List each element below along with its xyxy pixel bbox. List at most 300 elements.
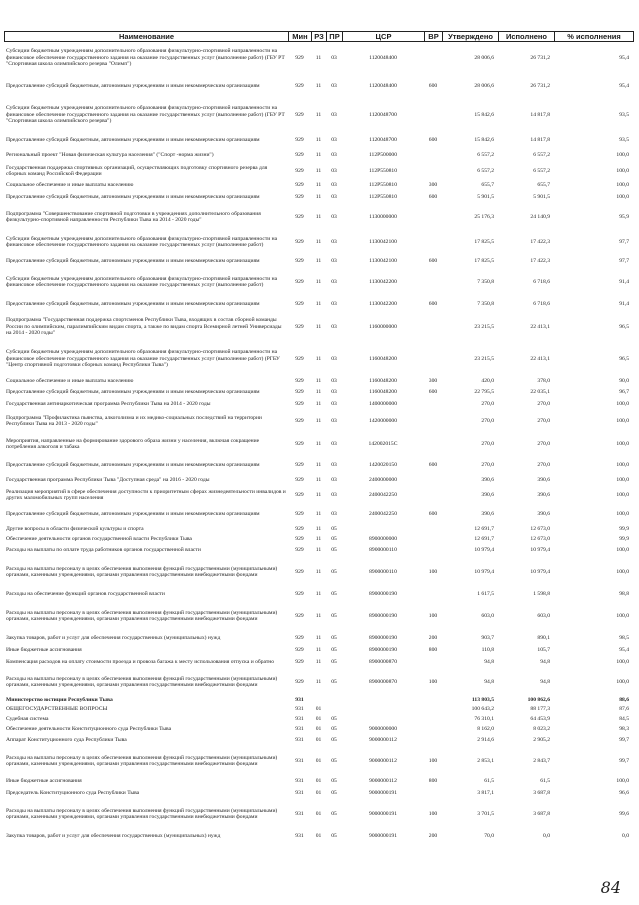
row-executed: 12 673,0 bbox=[530, 525, 550, 532]
row-section: 11 bbox=[315, 535, 322, 542]
row-expense-type: 600 bbox=[428, 83, 438, 90]
row-expense-type: 100 bbox=[428, 612, 438, 619]
row-subsection: 03 bbox=[331, 238, 337, 245]
row-approved: 390,6 bbox=[481, 510, 494, 517]
row-executed: 378,0 bbox=[537, 377, 550, 384]
row-approved: 17 825,5 bbox=[474, 257, 494, 264]
row-approved: 270,0 bbox=[481, 461, 494, 468]
row-executed: 100 862,6 bbox=[527, 696, 550, 703]
row-target-article: 8900000190 bbox=[369, 634, 397, 641]
table-row bbox=[4, 254, 633, 268]
row-target-article: 9000000191 bbox=[369, 832, 397, 839]
row-percent: 97,7 bbox=[619, 257, 629, 264]
row-subsection: 03 bbox=[331, 136, 337, 143]
table-row bbox=[4, 587, 633, 601]
row-percent: 100,0 bbox=[616, 678, 629, 685]
row-ministry: 931 bbox=[295, 715, 304, 722]
row-executed: 26 731,2 bbox=[530, 54, 550, 61]
row-section: 11 bbox=[315, 491, 322, 498]
row-percent: 84,5 bbox=[619, 715, 629, 722]
row-subsection: 03 bbox=[331, 151, 337, 158]
row-expense-type: 300 bbox=[428, 181, 438, 188]
row-executed: 270,0 bbox=[537, 400, 550, 407]
row-percent: 95,4 bbox=[619, 83, 629, 90]
row-percent: 95,4 bbox=[619, 54, 629, 61]
row-subsection: 03 bbox=[331, 491, 337, 498]
table-row bbox=[4, 775, 633, 787]
row-target-article bbox=[342, 524, 424, 534]
row-name: Расходы на выплаты персоналу в целях обеспечения выполнения функций государственными (муниципальными) органами, казенными учреждениями, органами управления государственными внебюджетными фондами bbox=[6, 754, 278, 767]
row-percent: 98,8 bbox=[619, 590, 629, 597]
header-cell: Утверждено bbox=[443, 32, 499, 42]
row-name: Другие вопросы в области физической культуры и спорта bbox=[6, 525, 144, 532]
row-ministry: 929 bbox=[295, 278, 304, 285]
table-row bbox=[4, 799, 633, 829]
table-row bbox=[4, 504, 633, 524]
row-target-article: 9000000000 bbox=[369, 725, 397, 732]
row-subsection: 03 bbox=[331, 417, 337, 424]
row-section: 11 bbox=[315, 476, 322, 483]
row-section: 01 bbox=[315, 757, 322, 764]
row-target-article: 9000000112 bbox=[369, 737, 397, 744]
row-name: Социальное обеспечение и иные выплаты населению bbox=[6, 181, 134, 188]
row-executed: 10 979,4 bbox=[530, 547, 550, 554]
row-name: Расходы на выплаты персоналу в целях обеспечения выполнения функций государственными (муниципальными) органами, казенными учреждениями, органами управления государственными внебюджетными фондами bbox=[6, 807, 278, 820]
row-target-article: 112P550810 bbox=[368, 193, 398, 200]
row-name: Реализация мероприятий в сфере обеспечения доступности к приоритетным сферах жизнедеятельности инвалидов и других маломобильных групп населения bbox=[6, 488, 286, 501]
row-expense-type: 200 bbox=[428, 634, 438, 641]
row-percent: 90,0 bbox=[619, 377, 629, 384]
row-name: Расходы на выплаты по оплате труда работников органов государственной власти bbox=[6, 547, 201, 554]
table-row bbox=[4, 645, 633, 655]
row-approved: 25 176,3 bbox=[474, 213, 494, 220]
row-target-article: 8900000190 bbox=[369, 646, 397, 653]
row-target-article: 1160048200 bbox=[369, 388, 397, 395]
row-target-article bbox=[342, 705, 424, 714]
row-ministry: 929 bbox=[295, 136, 304, 143]
row-expense-type bbox=[424, 587, 442, 601]
row-approved: 3 817,1 bbox=[477, 789, 494, 796]
row-executed: 390,6 bbox=[537, 510, 550, 517]
row-approved: 23 215,5 bbox=[474, 355, 494, 362]
row-executed: 8 023,2 bbox=[533, 725, 550, 732]
table-row bbox=[4, 432, 633, 456]
row-section: 11 bbox=[315, 388, 322, 395]
row-executed: 270,0 bbox=[537, 417, 550, 424]
table-row bbox=[4, 41, 633, 75]
row-percent: 100,0 bbox=[616, 658, 629, 665]
row-expense-type: 600 bbox=[428, 136, 438, 143]
row-expense-type bbox=[424, 41, 442, 75]
row-approved: 655,7 bbox=[481, 181, 494, 188]
row-expense-type: 600 bbox=[428, 510, 438, 517]
row-executed: 88 177,3 bbox=[530, 706, 550, 713]
row-subsection: 05 bbox=[331, 832, 337, 839]
row-section: 11 bbox=[315, 181, 322, 188]
row-name: Субсидии бюджетным учреждениям дополнительного образования физкультурно-спортивной направленности на финансовое обеспечение государственного задания на оказание государственных услуг (выполнение работ) (ГБУ РТ "Спортивная школа олимпийского резерва") bbox=[6, 105, 285, 125]
row-name: Закупка товаров, работ и услуг для обеспечения государственных (муниципальных) нужд bbox=[6, 832, 221, 839]
row-executed: 10 979,4 bbox=[530, 568, 550, 575]
row-expense-type bbox=[424, 474, 442, 486]
table-row bbox=[4, 342, 633, 376]
row-section: 11 bbox=[315, 111, 322, 118]
row-expense-type bbox=[424, 342, 442, 376]
table-row bbox=[4, 230, 633, 254]
row-name: Мероприятия, направленные на формирование здорового образа жизни у населения, включая сокращение потребления алкоголя и табака bbox=[6, 437, 260, 450]
row-subsection: 05 bbox=[331, 590, 337, 597]
row-percent: 100,0 bbox=[616, 461, 629, 468]
row-expense-type bbox=[424, 534, 442, 544]
row-subsection: 03 bbox=[331, 355, 337, 362]
row-expense-type bbox=[424, 98, 442, 132]
row-section: 11 bbox=[315, 612, 322, 619]
row-approved: 22 795,5 bbox=[474, 388, 494, 395]
row-ministry: 929 bbox=[295, 461, 304, 468]
row-target-article: 1160048200 bbox=[369, 355, 397, 362]
header-cell: Наименование bbox=[5, 32, 289, 42]
row-percent: 96,5 bbox=[619, 323, 629, 330]
row-ministry: 929 bbox=[295, 634, 304, 641]
table-row bbox=[4, 787, 633, 799]
row-subsection: 05 bbox=[331, 715, 337, 722]
row-approved: 15 842,6 bbox=[474, 136, 494, 143]
row-approved: 94,8 bbox=[484, 658, 494, 665]
table-row bbox=[4, 474, 633, 486]
row-expense-type bbox=[424, 148, 442, 162]
row-executed: 24 140,9 bbox=[530, 213, 550, 220]
row-expense-type: 200 bbox=[428, 832, 438, 839]
table-row bbox=[4, 601, 633, 631]
table-row bbox=[4, 655, 633, 669]
row-target-article: 1420020150 bbox=[369, 461, 397, 468]
row-approved: 270,0 bbox=[481, 440, 494, 447]
table-row bbox=[4, 714, 633, 724]
row-approved: 6 557,2 bbox=[477, 151, 494, 158]
table-row bbox=[4, 534, 633, 544]
row-target-article: 1120048400 bbox=[369, 54, 397, 61]
row-percent: 91,4 bbox=[619, 278, 629, 285]
row-ministry: 931 bbox=[295, 737, 304, 744]
row-expense-type bbox=[424, 705, 442, 714]
row-name: Аппарат Конституционного суда Республики Тыва bbox=[6, 737, 127, 744]
row-percent: 95,4 bbox=[619, 646, 629, 653]
row-percent: 93,5 bbox=[619, 136, 629, 143]
row-name: Подпрограмма "Государственная поддержка спортсменов Республики Тыва, входящих в состав сборной команды России по олимпийским, паралимпийским видам спорта, а также по видам спорта Всемирной летней Универсиады на 2014 - 2020 годы" bbox=[6, 317, 282, 337]
row-section: 01 bbox=[315, 777, 322, 784]
row-expense-type bbox=[424, 204, 442, 230]
row-name: Субсидии бюджетным учреждениям дополнительного образования физкультурно-спортивной направленности на финансовое обеспечение государственного задания на оказание государственных услуг (выполнение работ) bbox=[6, 275, 278, 288]
row-ministry: 929 bbox=[295, 181, 304, 188]
row-executed: 390,6 bbox=[537, 476, 550, 483]
row-executed: 2 843,7 bbox=[533, 757, 550, 764]
row-name: Предоставление субсидий бюджетным, автономным учреждениям и иным некоммерческим организациям bbox=[6, 257, 260, 264]
row-percent: 99,6 bbox=[619, 810, 629, 817]
row-approved: 390,6 bbox=[481, 476, 494, 483]
row-ministry: 931 bbox=[295, 725, 304, 732]
table-row bbox=[4, 695, 633, 705]
row-approved: 270,0 bbox=[481, 400, 494, 407]
row-subsection: 05 bbox=[331, 678, 337, 685]
row-subsection: 03 bbox=[331, 510, 337, 517]
row-approved: 8 162,0 bbox=[477, 725, 494, 732]
row-executed: 5 901,5 bbox=[533, 193, 550, 200]
row-name: ОБЩЕГОСУДАРСТВЕННЫЕ ВОПРОСЫ bbox=[6, 706, 108, 713]
row-name: Предоставление субсидий бюджетным, автономным учреждениям и иным некоммерческим организациям bbox=[6, 300, 260, 307]
row-target-article: 112P500000 bbox=[368, 151, 398, 158]
table-row bbox=[4, 268, 633, 296]
row-percent: 100,0 bbox=[616, 777, 629, 784]
table-row bbox=[4, 312, 633, 342]
row-ministry: 929 bbox=[295, 167, 304, 174]
row-approved: 12 691,7 bbox=[474, 535, 494, 542]
row-approved: 390,6 bbox=[481, 491, 494, 498]
row-executed: 12 673,0 bbox=[530, 535, 550, 542]
row-section: 11 bbox=[315, 278, 322, 285]
row-subsection: 03 bbox=[331, 377, 337, 384]
row-section: 11 bbox=[315, 323, 322, 330]
row-section: 11 bbox=[315, 193, 322, 200]
row-section: 11 bbox=[315, 547, 322, 554]
row-ministry: 929 bbox=[295, 547, 304, 554]
row-target-article: 1400000000 bbox=[369, 400, 397, 407]
row-approved: 17 825,5 bbox=[474, 238, 494, 245]
row-ministry: 929 bbox=[295, 355, 304, 362]
row-target-article: 9000000191 bbox=[369, 810, 397, 817]
row-expense-type bbox=[424, 432, 442, 456]
header-cell: Исполнено bbox=[499, 32, 555, 42]
row-expense-type bbox=[424, 724, 442, 734]
row-approved: 10 979,4 bbox=[474, 568, 494, 575]
row-expense-type bbox=[424, 162, 442, 180]
row-percent: 99,9 bbox=[619, 525, 629, 532]
row-executed: 390,6 bbox=[537, 491, 550, 498]
row-name: Расходы на обеспечение функций органов государственной власти bbox=[6, 590, 165, 597]
row-executed: 22 413,1 bbox=[530, 323, 550, 330]
row-section: 11 bbox=[315, 54, 322, 61]
row-section: 01 bbox=[315, 737, 322, 744]
row-name: Подпрограмма "Совершенствование спортивной подготовки в учреждениях дополнительного образования физкультурно-спортивной направленности Республики Тыва на 2014 - 2020 годы" bbox=[6, 210, 261, 223]
row-executed: 6 718,6 bbox=[533, 278, 550, 285]
row-subsection: 03 bbox=[331, 461, 337, 468]
row-percent: 100,0 bbox=[616, 440, 629, 447]
row-target-article bbox=[342, 714, 424, 724]
row-name: Предоставление субсидий бюджетным, автономным учреждениям и иным некоммерческим организациям bbox=[6, 461, 260, 468]
row-target-article: 8900000110 bbox=[369, 547, 397, 554]
row-ministry: 929 bbox=[295, 568, 304, 575]
row-subsection: 03 bbox=[331, 323, 337, 330]
row-section: 11 bbox=[315, 658, 322, 665]
header-cell: ЦСР bbox=[343, 32, 425, 42]
row-target-article: 9000000112 bbox=[369, 757, 397, 764]
row-ministry: 929 bbox=[295, 525, 304, 532]
row-section: 01 bbox=[315, 832, 322, 839]
row-approved: 5 901,5 bbox=[477, 193, 494, 200]
table-row bbox=[4, 557, 633, 587]
table-row bbox=[4, 631, 633, 645]
row-approved: 2 853,1 bbox=[477, 757, 494, 764]
row-executed: 0,0 bbox=[543, 832, 550, 839]
row-percent: 98,3 bbox=[619, 725, 629, 732]
row-percent: 100,0 bbox=[616, 167, 629, 174]
row-expense-type bbox=[424, 714, 442, 724]
row-subsection: 03 bbox=[331, 440, 337, 447]
row-ministry: 929 bbox=[295, 590, 304, 597]
row-name: Субсидии бюджетным учреждениям дополнительного образования физкультурно-спортивной направленности на финансовое обеспечение государственного задания на оказание государственных услуг (выполнение работ) (ГБУ РТ "Спортивная школа олимпийского резерва "Олимп") bbox=[6, 48, 285, 68]
row-ministry: 929 bbox=[295, 510, 304, 517]
row-expense-type bbox=[424, 486, 442, 504]
row-expense-type bbox=[424, 312, 442, 342]
row-approved: 270,0 bbox=[481, 417, 494, 424]
row-ministry: 929 bbox=[295, 400, 304, 407]
row-subsection: 05 bbox=[331, 547, 337, 554]
row-target-article: 1130042200 bbox=[369, 278, 397, 285]
row-name: Предоставление субсидий бюджетным, автономным учреждениям и иным некоммерческим организациям bbox=[6, 510, 260, 517]
row-expense-type bbox=[424, 787, 442, 799]
row-ministry: 931 bbox=[295, 757, 304, 764]
row-target-article: 9000000191 bbox=[369, 789, 397, 796]
row-approved: 113 803,5 bbox=[471, 696, 494, 703]
row-name: Иные бюджетные ассигнования bbox=[6, 646, 82, 653]
table-row bbox=[4, 190, 633, 204]
row-percent: 100,0 bbox=[616, 612, 629, 619]
row-subsection: 03 bbox=[331, 54, 337, 61]
row-section: 11 bbox=[315, 377, 322, 384]
table-row bbox=[4, 705, 633, 714]
row-expense-type: 100 bbox=[428, 568, 438, 575]
row-name: Предоставление субсидий бюджетным, автономным учреждениям и иным некоммерческим организациям bbox=[6, 388, 260, 395]
row-subsection: 05 bbox=[331, 525, 337, 532]
row-target-article bbox=[342, 695, 424, 705]
row-percent: 97,7 bbox=[619, 238, 629, 245]
row-executed: 2 905,2 bbox=[533, 737, 550, 744]
table-row bbox=[4, 296, 633, 312]
row-subsection bbox=[326, 705, 342, 714]
row-name: Субсидии бюджетным учреждениям дополнительного образования физкультурно-спортивной направленности на финансовое обеспечение государственного задания на оказание государственных услуг (выполнение работ) (РГБУ "Центр спортивной подготовки сборных команд Республики Тыва") bbox=[6, 349, 280, 369]
row-percent: 96,7 bbox=[619, 388, 629, 395]
table-row bbox=[4, 75, 633, 98]
row-subsection: 03 bbox=[331, 213, 337, 220]
row-approved: 76 310,1 bbox=[474, 715, 494, 722]
row-approved: 420,0 bbox=[481, 377, 494, 384]
row-executed: 14 817,8 bbox=[530, 111, 550, 118]
row-ministry: 929 bbox=[295, 257, 304, 264]
row-percent: 87,6 bbox=[619, 706, 629, 713]
row-name: Государственная поддержка спортивных организаций, осуществляющих подготовку спортивного резерва для сборных команд Российской Федерации bbox=[6, 164, 268, 177]
row-target-article: 8900000000 bbox=[369, 535, 397, 542]
row-target-article: 112P550810 bbox=[368, 167, 398, 174]
row-name: Расходы на выплаты персоналу в целях обеспечения выполнения функций государственными (муниципальными) органами, казенными учреждениями, органами управления государственными внебюджетными фондами bbox=[6, 675, 278, 688]
row-target-article: 8900000190 bbox=[369, 612, 397, 619]
row-approved: 7 350,8 bbox=[477, 278, 494, 285]
row-target-article: 8900000110 bbox=[369, 568, 397, 575]
table-row bbox=[4, 829, 633, 843]
row-ministry: 929 bbox=[295, 491, 304, 498]
row-ministry: 931 bbox=[295, 777, 304, 784]
row-name: Обеспечение деятельности органов государственной власти Республики Тыва bbox=[6, 535, 192, 542]
row-section: 11 bbox=[315, 590, 322, 597]
budget-table bbox=[4, 41, 633, 843]
row-target-article: 2400042250 bbox=[369, 491, 397, 498]
row-expense-type: 600 bbox=[428, 257, 438, 264]
row-expense-type: 100 bbox=[428, 678, 438, 685]
row-expense-type: 100 bbox=[428, 810, 438, 817]
row-executed: 6 557,2 bbox=[533, 167, 550, 174]
row-section: 11 bbox=[315, 400, 322, 407]
row-ministry: 929 bbox=[295, 417, 304, 424]
row-section: 11 bbox=[315, 417, 322, 424]
row-subsection: 05 bbox=[331, 568, 337, 575]
row-section: 11 bbox=[315, 83, 322, 90]
row-target-article: 8900000870 bbox=[369, 658, 397, 665]
row-executed: 94,8 bbox=[540, 678, 550, 685]
row-approved: 12 691,7 bbox=[474, 525, 494, 532]
row-ministry: 929 bbox=[295, 193, 304, 200]
table-row bbox=[4, 148, 633, 162]
row-name: Предоставление субсидий бюджетным, автономным учреждениям и иным некоммерческим организациям bbox=[6, 136, 260, 143]
row-percent: 91,4 bbox=[619, 300, 629, 307]
row-executed: 890,1 bbox=[537, 634, 550, 641]
header-cell: РЗ bbox=[312, 32, 327, 42]
row-ministry: 929 bbox=[295, 238, 304, 245]
table-row bbox=[4, 204, 633, 230]
row-expense-type bbox=[424, 695, 442, 705]
row-subsection: 05 bbox=[331, 535, 337, 542]
row-section: 11 bbox=[315, 440, 322, 447]
row-ministry: 931 bbox=[295, 706, 304, 713]
row-target-article: 2400000000 bbox=[369, 476, 397, 483]
row-approved: 6 557,2 bbox=[477, 167, 494, 174]
row-name: Обеспечение деятельности Конституционного суда Республики Тыва bbox=[6, 725, 172, 732]
row-target-article: 112P550810 bbox=[368, 181, 398, 188]
row-name: Государственная антинаркотическая программа Республики Тыва на 2014 - 2020 годы bbox=[6, 400, 211, 407]
row-approved: 10 979,4 bbox=[474, 547, 494, 554]
row-subsection: 05 bbox=[331, 810, 337, 817]
row-executed: 270,0 bbox=[537, 440, 550, 447]
row-section: 01 bbox=[315, 715, 322, 722]
row-percent: 100,0 bbox=[616, 491, 629, 498]
row-executed: 22 035,1 bbox=[530, 388, 550, 395]
row-executed: 6 718,6 bbox=[533, 300, 550, 307]
row-executed: 17 422,3 bbox=[530, 257, 550, 264]
row-target-article: 1120048700 bbox=[369, 111, 397, 118]
row-section: 11 bbox=[315, 355, 322, 362]
row-target-article: 9000000112 bbox=[369, 777, 397, 784]
row-percent: 98,5 bbox=[619, 634, 629, 641]
row-section: 11 bbox=[315, 646, 322, 653]
row-executed: 94,8 bbox=[540, 658, 550, 665]
row-approved: 3 701,5 bbox=[477, 810, 494, 817]
row-subsection: 03 bbox=[331, 278, 337, 285]
row-section: 11 bbox=[315, 238, 322, 245]
row-approved: 1 617,5 bbox=[477, 590, 494, 597]
row-section: 11 bbox=[315, 568, 322, 575]
row-ministry: 929 bbox=[295, 658, 304, 665]
table-row bbox=[4, 734, 633, 747]
row-percent: 88,6 bbox=[619, 696, 629, 703]
row-approved: 100 643,2 bbox=[471, 706, 494, 713]
row-subsection: 03 bbox=[331, 300, 337, 307]
table-row bbox=[4, 180, 633, 190]
row-subsection: 05 bbox=[331, 634, 337, 641]
row-subsection: 05 bbox=[331, 737, 337, 744]
row-section: 11 bbox=[315, 151, 322, 158]
row-name: Иные бюджетные ассигнования bbox=[6, 777, 82, 784]
row-percent: 100,0 bbox=[616, 510, 629, 517]
row-subsection: 03 bbox=[331, 167, 337, 174]
header-cell: ПР bbox=[327, 32, 343, 42]
table-row bbox=[4, 410, 633, 432]
table-row bbox=[4, 386, 633, 398]
